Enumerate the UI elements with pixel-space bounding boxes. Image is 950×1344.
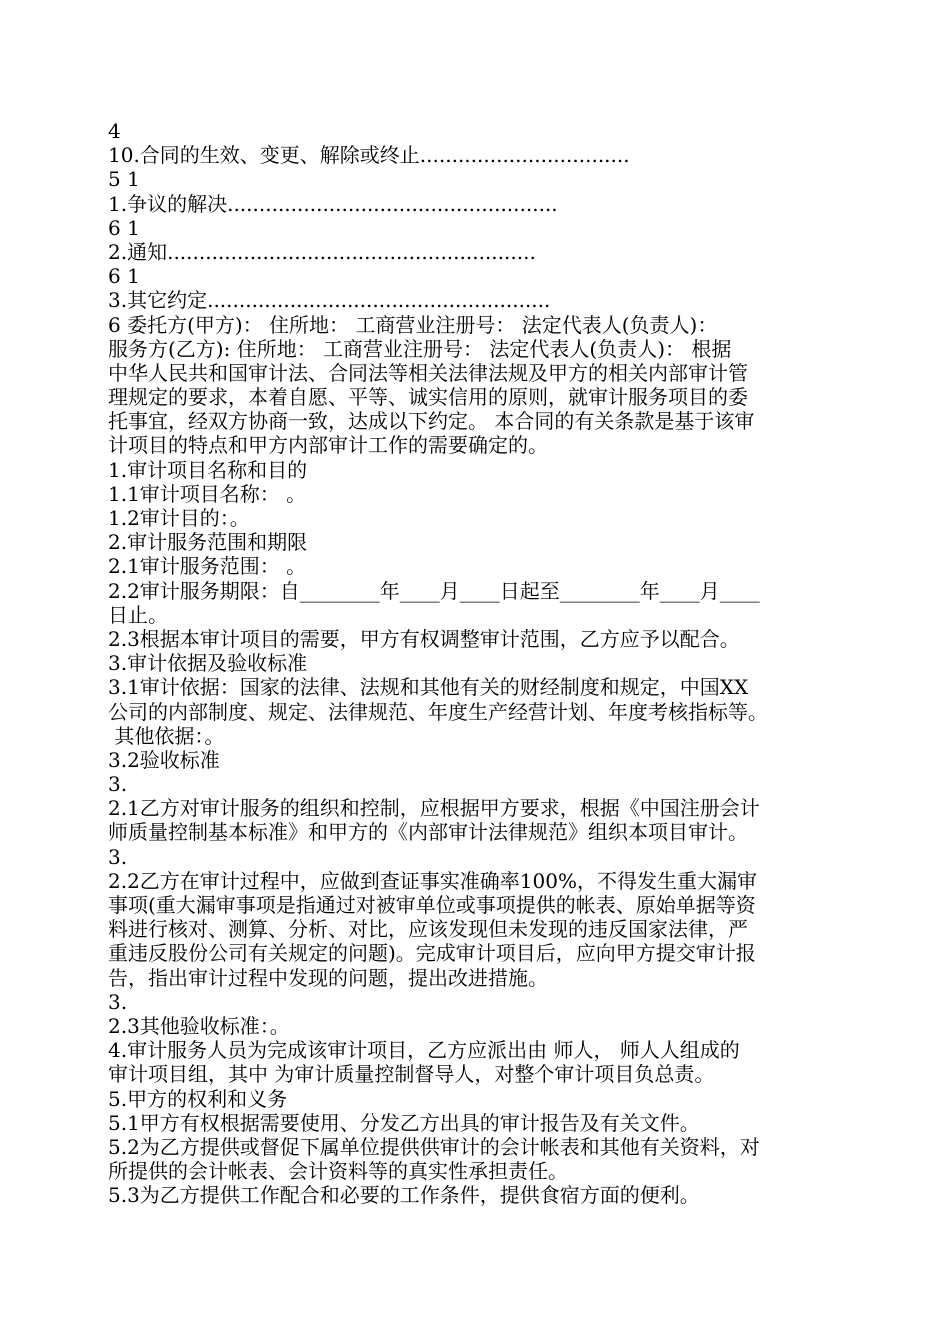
preamble-line: 中华人民共和国审计法、合同法等相关法律法规及甲方的相关内部审计管 [108, 360, 748, 385]
toc-page-number: 6 1 [108, 215, 140, 240]
clause-line: 重违反股份公司有关规定的问题)。完成审计项目后，应向甲方提交审计报 [108, 941, 756, 966]
clause-line: 日止。 [108, 602, 168, 627]
clause-line: 所提供的会计帐表、会计资料等的真实性承担责任。 [108, 1159, 568, 1184]
toc-page-number: 4 [108, 119, 121, 143]
clause-line: 其他依据：。 [108, 723, 225, 748]
clause-line: 3. [108, 844, 128, 869]
clause-line: 2.3根据本审计项目的需要，甲方有权调整审计范围，乙方应予以配合。 [108, 626, 740, 651]
clause-line: 5.2为乙方提供或督促下属单位提供供审计的会计帐表和其他有关资料，对 [108, 1134, 760, 1159]
clause-line: 5.3为乙方提供工作配合和必要的工作条件，提供食宿方面的便利。 [108, 1183, 700, 1208]
toc-page-number: 6 1 [108, 264, 140, 289]
section-heading: 2.审计服务范围和期限 [108, 530, 308, 555]
clause-line: 5.1甲方有权根据需要使用、分发乙方出具的审计报告及有关文件。 [108, 1110, 700, 1135]
clause-line: 2.1乙方对审计服务的组织和控制，应根据甲方要求，根据《中国注册会计 [108, 796, 760, 821]
clause-line: 3.2验收标准 [108, 747, 220, 772]
toc-entry-notice: 2.通知.......................................................... [108, 239, 536, 264]
clause-line: 1.2审计目的：。 [108, 506, 250, 530]
toc-entry-other: 3.其它约定...................................................... [108, 288, 551, 313]
clause-line: 告，指出审计过程中发现的问题，提出改进措施。 [108, 965, 548, 990]
clause-line: 3. [108, 989, 128, 1014]
section-heading: 5.甲方的权利和义务 [108, 1086, 288, 1111]
clause-line: 师质量控制基本标准》和甲方的《内部审计法律规范》组织本项目审计。 [108, 820, 748, 845]
clause-line: 事项(重大漏审事项是指通过对被审单位或事项提供的帐表、原始单据等资 [108, 893, 756, 917]
clause-line: 2.2乙方在审计过程中，应做到查证事实准确率100%，不得发生重大漏审 [108, 868, 757, 893]
document-page [108, 119, 848, 1207]
preamble-line: 托事宜，经双方协商一致，达成以下约定。 本合同的有关条款是基于该审 [108, 409, 755, 434]
clause-line: 审计项目组，其中 为审计质量控制督导人，对整个审计项目负总责。 [108, 1062, 715, 1087]
toc-entry-dispute: 1.争议的解决.................................................... [108, 191, 558, 216]
clause-line: 2.3其他验收标准：。 [108, 1013, 290, 1038]
clause-line: 3.1审计依据：国家的法律、法规和其他有关的财经制度和规定，中国XX [108, 675, 749, 700]
section-heading: 1.审计项目名称和目的 [108, 457, 308, 482]
section-heading: 3.审计依据及验收标准 [108, 651, 308, 676]
clause-line: 公司的内部制度、规定、法律规范、年度生产经营计划、年度考核指标等。 [108, 699, 768, 724]
clause-line: 3. [108, 772, 128, 797]
clause-line: 2.1审计服务范围： 。 [108, 554, 307, 579]
clause-line: 料进行核对、测算、分析、对比，应该发现但未发现的违反国家法律，严 [108, 917, 748, 942]
clause-line: 4.审计服务人员为完成该审计项目，乙方应派出由 师人， 师人人组成的 [108, 1038, 740, 1063]
toc-page-number: 5 1 [108, 167, 140, 192]
clause-line: 2.2审计服务期限：自________年____月____日起至________年____月____ [108, 578, 760, 603]
preamble-line: 理规定的要求，本着自愿、平等、诚实信用的原则，就审计服务项目的委 [108, 385, 748, 410]
toc-entry-contract-effect: 10.合同的生效、变更、解除或终止................................. [108, 143, 630, 168]
clause-line: 1.1审计项目名称： 。 [108, 481, 307, 506]
preamble-line: 计项目的特点和甲方内部审计工作的需要确定的。 [108, 433, 548, 458]
party-b-line: 服务方(乙方): 住所地： 工商营业注册号： 法定代表人(负责人)： 根据 [108, 336, 732, 361]
party-a-line: 6 委托方(甲方)： 住所地： 工商营业注册号： 法定代表人(负责人)： [108, 312, 718, 337]
